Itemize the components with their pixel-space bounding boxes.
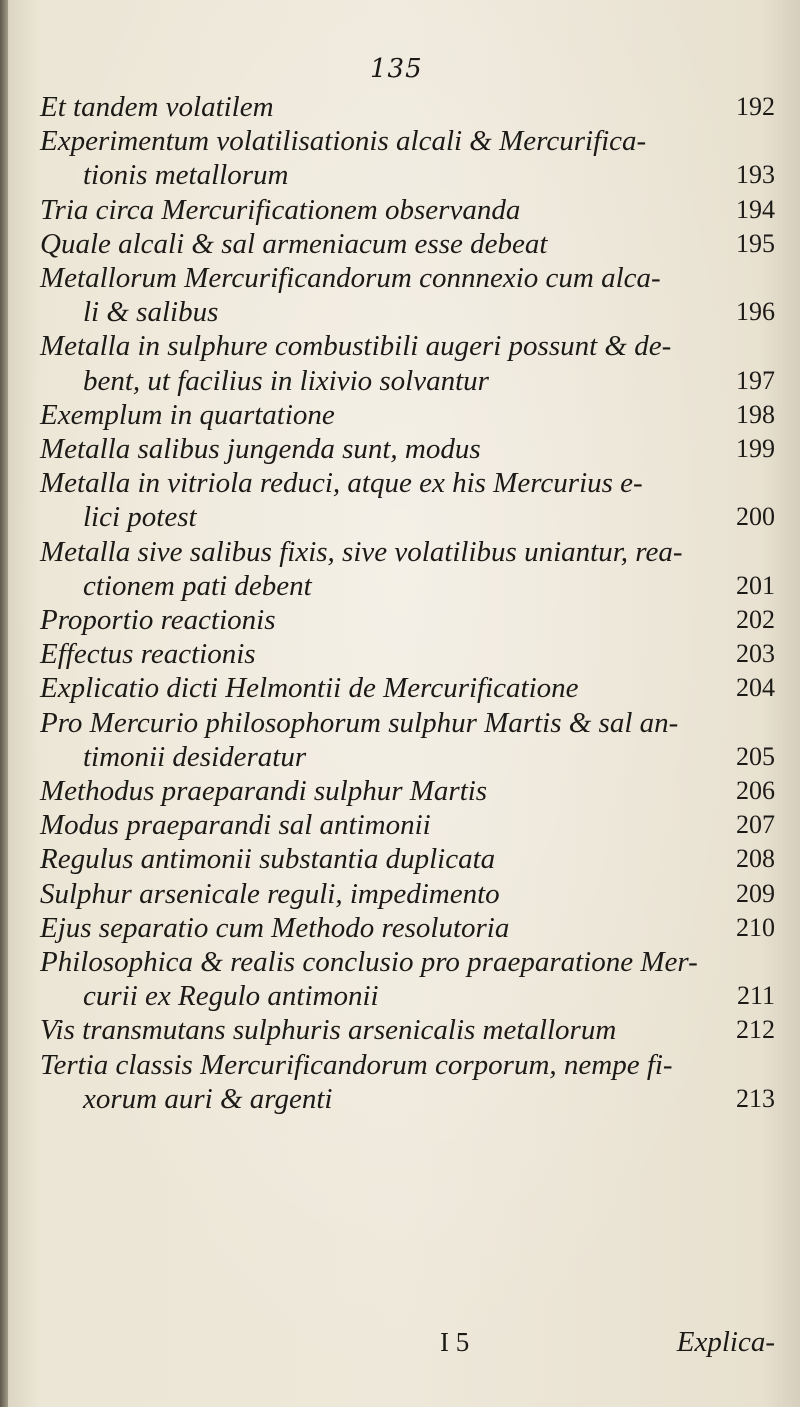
entry-number: 210 (736, 912, 775, 942)
entry-number: 204 (736, 673, 775, 703)
toc-entry (40, 466, 775, 534)
entry-number: 205 (736, 741, 775, 771)
signature-mark: I 5 (440, 1327, 470, 1357)
entry-number: 212 (736, 1015, 775, 1045)
entry-number: 193 (736, 160, 775, 190)
entry-number: 196 (736, 297, 775, 327)
page-footer (40, 1325, 775, 1361)
entry-number: 209 (736, 878, 775, 908)
entry-text: Metalla salibus jungenda sunt, modus (40, 433, 481, 466)
toc-entry (40, 842, 775, 876)
entry-text-continuation: ctionem pati debent (83, 569, 312, 602)
entry-text: Metalla in vitriola reduci, atque ex his Mercurius e- (40, 467, 643, 500)
entry-text: Explicatio dicti Helmontii de Mercurificatione (40, 672, 579, 705)
entry-number: 203 (736, 639, 775, 669)
toc-entry (40, 227, 775, 261)
toc-entry (40, 124, 775, 192)
toc-entry (40, 90, 775, 124)
entry-text-continuation: li & salibus (83, 296, 219, 329)
entry-text: Exemplum in quartatione (40, 398, 335, 431)
entry-number: 198 (736, 399, 775, 429)
toc-entry (40, 671, 775, 705)
entry-number: 192 (736, 92, 775, 121)
entry-text: Ejus separatio cum Methodo resolutoria (40, 911, 510, 944)
entry-text: Methodus praeparandi sulphur Martis (40, 775, 488, 808)
toc-entry (40, 1048, 775, 1116)
toc-entry (40, 774, 775, 808)
toc-entry (40, 329, 775, 397)
toc-entry (40, 706, 775, 774)
toc-entry (40, 261, 775, 329)
entry-text: Tria circa Mercurificationem observanda (40, 193, 521, 226)
table-of-contents (40, 90, 775, 1116)
entry-text: Modus praeparandi sal antimonii (40, 809, 431, 842)
entry-text: Proportio reactionis (40, 604, 276, 637)
entry-text: Metalla sive salibus fixis, sive volatilibus uniantur, rea- (40, 535, 683, 568)
toc-entry (40, 877, 775, 911)
entry-number: 202 (736, 605, 775, 635)
toc-entry (40, 911, 775, 945)
entry-text: Metalla in sulphure combustibili augeri possunt & de- (40, 330, 672, 363)
entry-number: 201 (736, 570, 775, 600)
entry-text-continuation: bent, ut facilius in lixivio solvantur (83, 364, 489, 397)
entry-text: Experimentum volatilisationis alcali & Mercurifica- (40, 125, 647, 158)
catchword: Explica- (676, 1326, 775, 1358)
entry-number: 208 (736, 844, 775, 874)
entry-text-continuation: timonii desideratur (83, 740, 307, 773)
page-number: 135 (370, 54, 423, 84)
entry-text: Regulus antimonii substantia duplicata (40, 843, 496, 876)
entry-text: Et tandem volatilem (40, 91, 274, 123)
entry-text-continuation: lici potest (83, 501, 197, 534)
entry-text: Effectus reactionis (40, 638, 256, 671)
entry-number: 200 (736, 502, 775, 532)
entry-text: Vis transmutans sulphuris arsenicalis metallorum (40, 1014, 617, 1047)
page-binding-shadow (0, 0, 8, 1407)
entry-number: 211 (736, 981, 775, 1011)
entry-text: Metallorum Mercurificandorum connnexio cum alca- (40, 262, 661, 295)
toc-entry (40, 1013, 775, 1047)
toc-entry (40, 603, 775, 637)
entry-number: 206 (736, 776, 775, 806)
entry-text-continuation: curii ex Regulo antimonii (83, 980, 379, 1013)
entry-text-continuation: tionis metallorum (83, 159, 289, 192)
entry-number: 197 (736, 365, 775, 395)
entry-number: 194 (736, 194, 775, 224)
toc-entry (40, 945, 775, 1013)
entry-number: 195 (736, 228, 775, 258)
toc-entry (40, 535, 775, 603)
entry-number: 207 (736, 810, 775, 840)
toc-entry (40, 432, 775, 466)
toc-entry (40, 193, 775, 227)
entry-text-continuation: xorum auri & argenti (83, 1082, 333, 1115)
entry-number: 199 (736, 434, 775, 464)
entry-text: Pro Mercurio philosophorum sulphur Martis & sal an- (40, 706, 679, 739)
entry-number: 213 (736, 1083, 775, 1113)
entry-text: Quale alcali & sal armeniacum esse debeat (40, 227, 548, 260)
entry-text: Philosophica & realis conclusio pro praeparatione Mer- (40, 946, 698, 979)
toc-entry (40, 637, 775, 671)
entry-text: Tertia classis Mercurificandorum corporum, nempe fi- (40, 1048, 673, 1081)
entry-text: Sulphur arsenicale reguli, impedimento (40, 877, 500, 910)
toc-entry (40, 398, 775, 432)
toc-entry (40, 808, 775, 842)
